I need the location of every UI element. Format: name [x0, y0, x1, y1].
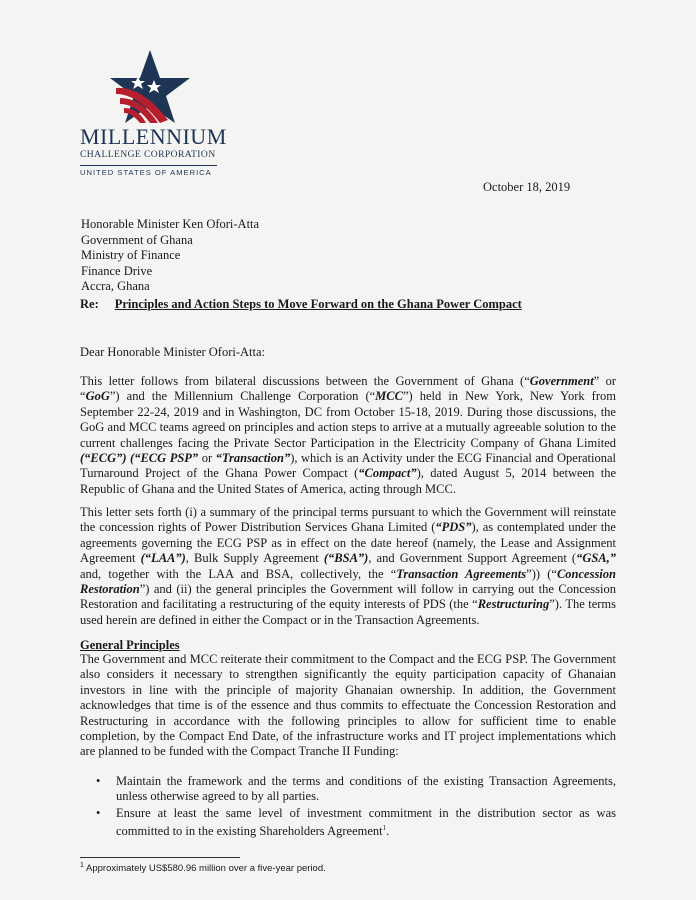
text-run: ” or “ — [80, 374, 616, 404]
text-run: and, together with the LAA and BSA, collectively, the “ — [80, 566, 397, 581]
text-run: ), as contemplated under the agreements governing the ECG PSP as in effect on the date hereof (namely, the Lease and Assignment Agreement — [80, 520, 616, 566]
defined-term: “Compact” — [358, 466, 417, 481]
text-run: ”). The terms used herein are defined in either the Compact or in the Transaction Agreements. — [80, 597, 616, 627]
recipient-line: Ministry of Finance — [81, 248, 181, 262]
defined-term: “GSA,” — [576, 551, 617, 566]
bullet-text: Ensure at least the same level of investment commitment in the distribution sector as was committed to in the existing Shareholders Agreement — [116, 805, 616, 839]
bullet-icon: • — [96, 805, 101, 820]
text-run: This letter sets forth (i) a summary of the principal terms pursuant to which the Government will reinstate the concession rights of Power Distribution Services Ghana Limited ( — [80, 505, 616, 535]
defined-term: (“ECG”) (“ECG PSP” — [80, 451, 199, 466]
footnote-divider — [80, 857, 240, 858]
paragraph-intro — [80, 374, 616, 497]
defined-term: (“BSA”) — [323, 551, 369, 566]
text-run: ”) and the Millennium Challenge Corporation (“ — [109, 389, 376, 404]
section-heading: General Principles — [80, 638, 180, 652]
subject-line — [80, 297, 522, 312]
text-run: or — [198, 451, 216, 466]
text-run: ”) held in New York, New York from September 22-24, 2019 and in Washington, DC from October 15-18, 2019. During those discussions, the GoG and MCC teams agreed on principles and action steps to arrive at a mutually agreeable solution to the current challenges facing the Private Sector Participation in the Electricity Company of Ghana Limited — [80, 389, 616, 450]
footnote-mark: 1 — [80, 862, 84, 869]
recipient-line: Finance Drive — [81, 263, 153, 278]
text-run: ), dated August 5, 2014 between the Republic of Ghana and the United States of America, acting through MCC. — [80, 466, 617, 496]
defined-term: Concession Restoration — [80, 566, 616, 597]
footnote-reference: 1 — [382, 824, 387, 833]
letterhead-divider — [80, 165, 217, 166]
salutation: Dear Honorable Minister Ofori-Atta: — [80, 345, 266, 359]
recipient-address — [81, 217, 259, 295]
defined-term: GoG — [85, 389, 110, 404]
footnote-text: Approximately US$580.96 million over a five-year period. — [83, 863, 326, 875]
defined-term: Government — [529, 374, 594, 388]
defined-term: (“LAA”) — [140, 551, 186, 566]
defined-term: Transaction Agreements — [396, 566, 527, 581]
list-item — [96, 774, 616, 805]
bullet-suffix: . — [386, 824, 390, 839]
recipient-line: Government of Ghana — [81, 232, 193, 247]
principles-list — [96, 774, 616, 841]
bullet-text: Maintain the framework and the terms and conditions of the existing Transaction Agreements, unless otherwise agreed to by all parties. — [116, 774, 616, 804]
footnote — [80, 862, 326, 874]
text-run: ”)) (“ — [526, 566, 557, 581]
recipient-line: Honorable Minister Ken Ofori-Atta — [81, 217, 260, 231]
paragraph-terms — [80, 505, 616, 628]
org-subtitle: CHALLENGE CORPORATION — [80, 149, 216, 160]
text-run: , and Government Support Agreement ( — [368, 551, 577, 566]
re-label: Re: — [80, 297, 99, 311]
defined-term: Restructuring — [477, 597, 550, 612]
text-run: ), which is an Activity under the ECG Financial and Operational Turnaround Project of the Ghana Power Compact ( — [80, 451, 616, 481]
bullet-icon: • — [96, 774, 101, 788]
mcc-logo — [80, 48, 220, 124]
list-item — [96, 806, 616, 840]
letter-date: October 18, 2019 — [483, 180, 571, 194]
text-run: This letter follows from bilateral discussions between the Government of Ghana (“ — [80, 374, 530, 388]
defined-term: “PDS” — [435, 520, 472, 535]
org-name: MILLENNIUM — [80, 124, 227, 149]
defined-term: MCC — [375, 389, 403, 404]
recipient-line: Accra, Ghana — [81, 279, 150, 293]
text-run: ”) and (ii) the general principles the Government will follow in carrying out the Concession Restoration and facilitating a restructuring of the equity interests of PDS (the “ — [80, 582, 616, 612]
org-country: UNITED STATES OF AMERICA — [80, 168, 212, 177]
paragraph-principles: The Government and MCC reiterate their commitment to the Compact and the ECG PSP. The Government also considers it necessary to strengthen significantly the equity participation capacity of Ghanaian investors in line with the principle of majority Ghanaian ownership. In addition, the Government acknowledges that time is of the essence and thus commits to effectuate the Concession Restoration and Restructuring in accordance with the following principles to allow for sufficient time to enable completion, by the Compact End Date, of the infrastructure works and IT project implementations which are planned to be funded with the Compact Tranche II Funding: — [80, 652, 616, 759]
subject-text: Principles and Action Steps to Move Forward on the Ghana Power Compact — [114, 297, 522, 311]
star-flag-icon — [102, 48, 198, 124]
defined-term: “Transaction” — [215, 451, 291, 466]
text-run: , Bulk Supply Agreement — [185, 551, 324, 566]
